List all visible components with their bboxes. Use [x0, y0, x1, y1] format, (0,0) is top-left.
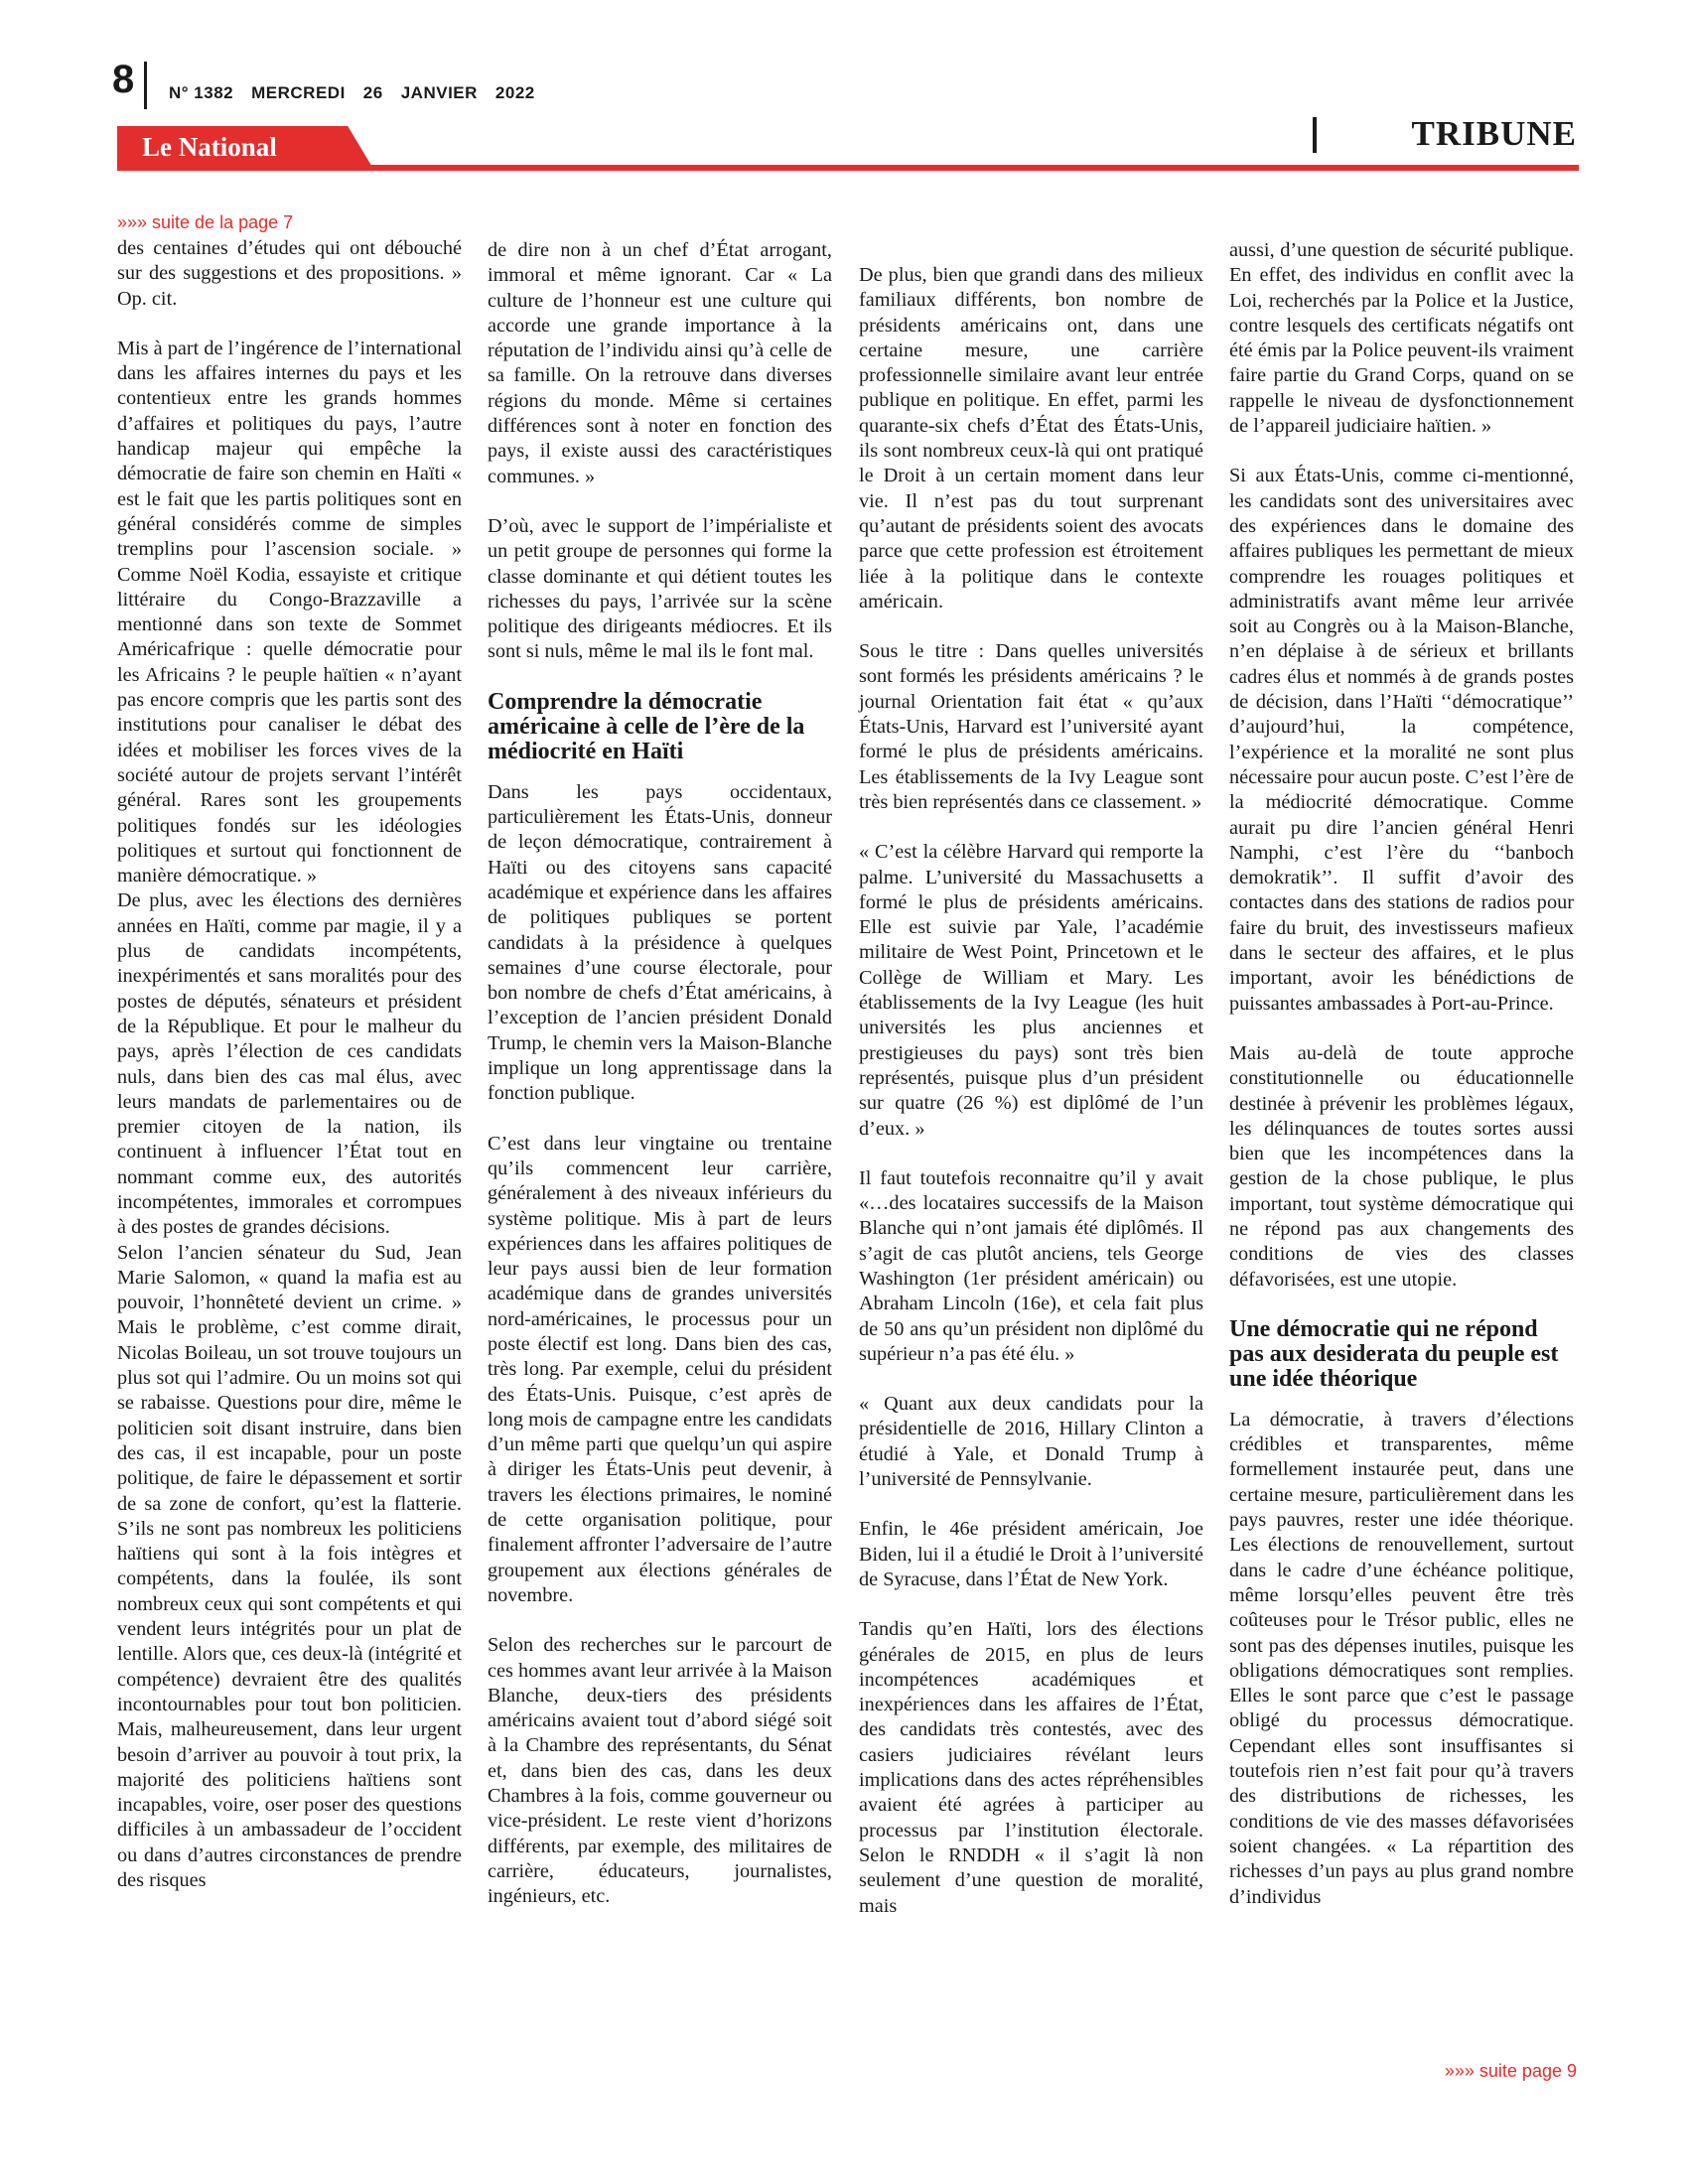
article-column-3	[859, 263, 1203, 1944]
article-paragraph: D’où, avec le support de l’impérialiste et un petit groupe de personnes qui forme la classe dominante et qui détient toutes les richesses du pays, l’arrivée sur la scène politique des dirigeants médiocres. Et ils sont si nuls, même le mal ils le font mal.	[488, 514, 832, 663]
article-paragraph: De plus, avec les élections des dernières années en Haïti, comme par magie, il y a plus de candidats incompétents, inexpérimentés et sans moralités pour des postes de députés, sénateurs et président de la République. Et pour le malheur du pays, après l’élection de ces candidats nuls, dans bien des cas mal élus, avec leurs mandats de parlementaires ou de premier citoyen de la nation, ils continuent à influencer l’État tout en nommant comme eux, des autorités incompétentes, immorales et corrompues à des postes de grandes décisions.	[117, 889, 462, 1239]
article-paragraph: de dire non à un chef d’État arrogant, immoral et même ignorant. Car « La culture de l’honneur est une culture qui accorde une grande importance à la réputation de l’individu ainsi qu’à celle de sa famille. On la retrouve dans diverses régions du monde. Même si certaines différences sont à noter en fonction des pays, il existe aussi des caractéristiques communes. »	[488, 239, 832, 487]
article-paragraph: des centaines d’études qui ont débouché sur des suggestions et des propositions. » Op. cit.	[117, 237, 462, 310]
article-paragraph: Enfin, le 46e président américain, Joe Biden, lui il a étudié le Droit à l’université de Syracuse, dans l’État de New York.	[859, 1518, 1203, 1590]
article-paragraph: Si aux États-Unis, comme ci-mentionné, les candidats sont des universitaires avec des expériences dans le domaine des affaires publiques les permettant de mieux comprendre les rouages politiques et administratifs avant même leur arrivée soit au Congrès ou à la Maison-Blanche, n’en déplaise à de sérieux et brillants cadres élus et nommés à de grands postes de décision, dans l’Haïti ‘‘démocratique’’ d’aujourd’hui, la compétence, l’expérience et la moralité ne sont plus nécessaire pour aucun poste. C’est l’ère de la médiocrité démocratique. Comme aurait pu dire l’ancien général Henri Namphi, c’est l’ère du ‘‘banboch demokratik’’. Il suffit d’avoir des contactes dans des stations de radios pour faire du bruit, des investisseurs mafieux dans le secteur des affaires, et le plus important, avoir les bénédictions de puissantes ambassades à Port-au-Prince.	[1229, 465, 1574, 1015]
section-divider	[1313, 117, 1317, 153]
section-label: TRIBUNE	[1411, 114, 1577, 153]
article-paragraph: Selon l’ancien sénateur du Sud, Jean Marie Salomon, « quand la mafia est au pouvoir, l’honnêteté devient un crime. » Mais le problème, c’est comme dirait, Nicolas Boileau, un sot trouve toujours un plus sot qui l’admire. Ou un moins sot qui se rabaisse. Questions pour dire, même le politicien soit disant instruire, dans bien des cas, il est incapable, pour un poste politique, de faire le dépassement et sortir de sa zone de confort, qu’est la flatterie. S’ils ne sont pas nombreux les politiciens haïtiens qui sont à la fois intègres et compétents, dans la foulée, ils sont nombreux ceux qui sont compétents et qui vendent leurs intégrités pour un plat de lentille. Alors que, ces deux-là (intégrité et compétence) devraient être des qualités incontournables pour tout bon politicien. Mais, malheureusement, dans leur urgent besoin d’arriver au pouvoir à tout prix, la majorité des politiciens haïtiens sont incapables, voire, oser poser des questions difficiles à un ambassadeur de l’occident ou dans d’autres circonstances de prendre des risques	[117, 1241, 462, 1891]
subheading: Comprendre la démocratie américaine à celle de l’ère de la médiocrité en Haïti	[488, 688, 805, 764]
article-paragraph: « C’est la célèbre Harvard qui remporte la palme. L’université du Massachusetts a formé le plus de présidents américains. Elle est suivie par Yale, l’académie militaire de West Point, Princetown et le Collège de William et Mary. Les établissements de la Ivy League (les huit universités les plus anciennes et prestigieuses du pays) sont très bien représentés, puisque plus d’un président sur quatre (26 %) est diplômé de l’un d’eux. »	[859, 841, 1203, 1140]
newspaper-logo: Le National	[142, 132, 277, 162]
page-number-divider	[144, 62, 147, 109]
article-paragraph: Mis à part de l’ingérence de l’international dans les affaires internes du pays et les contentieux entre les grands hommes d’affaires et politiques du pays, l’autre handicap majeur qui empêche la démocratie de faire son chemin en Haïti « est le fait que les partis politiques sont en général considérés comme de simples tremplins pour l’ascension sociale. » Comme Noël Kodia, essayiste et critique littéraire du Congo-Brazzaville a mentionné dans son texte de Sommet Américafrique : quelle démocratie pour les Africains ? le peuple haïtien « n’ayant pas encore compris que les partis sont des institutions pour canaliser le débat des idées et mobiliser les forces vives de la société autour de projets servant l’intérêt général. Rares sont les groupements politiques fondés sur les idéologies politiques et surtout qui fonctionnent de manière démocratique. »	[117, 337, 462, 887]
subheading: Une démocratie qui ne répond pas aux desiderata du peuple est une idée théorique	[1229, 1315, 1559, 1392]
issue-weekday: MERCREDI	[251, 83, 346, 102]
article-paragraph: Tandis qu’en Haïti, lors des élections générales de 2015, en plus de leurs incompétences académiques et inexpériences dans les affaires de l’État, des candidats très contestés, avec des casiers judiciaires révélant leurs implications dans des actes répréhensibles avaient été agrées à participer au processus par l’institution électorale. Selon le RNDDH « il s’agit là non seulement d’une question de moralité, mais	[859, 1618, 1203, 1917]
article-column-2	[488, 238, 832, 1935]
issue-number: N° 1382	[169, 83, 234, 102]
header-rule	[117, 165, 1579, 171]
issue-line	[169, 83, 553, 103]
article-paragraph: Selon des recherches sur le parcourt de ces hommes avant leur arrivée à la Maison Blanche, deux-tiers des présidents américains avaient tout d’abord siégé soit à la Chambre des représentants, du Sénat et, dans bien des cas, dans les deux Chambres à la fois, comme gouverneur ou vice-président. Le reste vient d’horizons différents, par exemple, des militaires de carrière, éducateurs, journalistes, ingénieurs, etc.	[488, 1634, 832, 1908]
article-paragraph: Dans les pays occidentaux, particulièrement les États-Unis, donneur de leçon démocratique, contrairement à Haïti ou des citoyens sans capacité académique et expérience dans les affaires de politiques publiques se portent candidats à la présidence à quelques semaines d’une course électorale, pour bon nombre de chefs d’État américains, à l’exception de l’ancien président Donald Trump, le chemin vers la Maison-Blanche implique un long apprentissage dans la fonction publique.	[488, 780, 832, 1105]
page-number: 8	[112, 58, 135, 101]
article-column-4	[1229, 238, 1574, 1935]
article-paragraph: C’est dans leur vingtaine ou trentaine qu’ils commencent leur carrière, généralement à des niveaux inférieurs du système politique. Mis à part de leurs expériences dans les affaires politiques de leur pays aussi bien de leur formation académique dans de grandes universités nord-américaines, le processus pour un poste électif est long. Dans bien des cas, très long. Par exemple, celui du président des États-Unis. Puisque, c’est après de long mois de campagne entre les candidats d’un même parti que quelqu’un qui aspire à diriger les États-Unis peut devenir, à travers les élections primaires, le nominé de cette organisation politique, pour finalement affronter l’adversaire de l’autre groupement aux élections générales de novembre.	[488, 1132, 832, 1606]
continued-on-note: »»» suite page 9	[1444, 2061, 1577, 2081]
continued-from-note: »»» suite de la page 7	[117, 212, 294, 232]
article-paragraph: Sous le titre : Dans quelles universités sont formés les présidents américains ? le journal Orientation fait état « qu’aux États-Unis, Harvard est l’université ayant formé le plus de présidents américains. Les établissements de la Ivy League sont très bien représentés dans ce classement. »	[859, 640, 1203, 813]
issue-month: JANVIER	[400, 83, 478, 102]
article-paragraph: Mais au-delà de toute approche constitutionnelle ou éducationnelle destinée à prévenir les problèmes légaux, les délinquances de toutes sortes aussi bien que les incompétences dans la gestion de la chose publique, le plus important, tout système démocratique qui ne répond pas aux changements des conditions de vies des classes défavorisées, est une utopie.	[1229, 1041, 1574, 1291]
issue-day: 26	[362, 83, 383, 102]
article-column-1	[117, 236, 462, 1893]
article-paragraph: aussi, d’une question de sécurité publique. En effet, des individus en conflit avec la Loi, recherchés par la Police et la Justice, contre lesquels des certificats négatifs ont été émis par la Police peuvent-ils vraiment faire partie du Grand Corps, quand on se rappelle le niveau de dysfonctionnement de l’appareil judiciaire haïtien. »	[1229, 239, 1574, 438]
article-paragraph: « Quant aux deux candidats pour la présidentielle de 2016, Hillary Clinton a étudié à Yale, et Donald Trump à l’université de Pennsylvanie.	[859, 1393, 1203, 1491]
issue-year: 2022	[494, 83, 535, 102]
article-paragraph: La démocratie, à travers d’élections crédibles et transparentes, même formellement instaurée peut, dans une certaine mesure, particulièrement dans les pays pauvres, rester une idée théorique. Les élections de renouvellement, surtout dans le cadre d’une échéance politique, même lorsqu’elles peuvent être très coûteuses pour le Trésor public, elles ne sont pas des dépenses inutiles, puisque les obligations démocratiques sont remplies. Elles le sont parce que c’est le passage obligé du processus démocratique. Cependant elles sont insuffisantes si toutefois rien n’est fait pour qu’à travers des distributions de richesses, les conditions de vie des masses défavorisées soient changées. « La répartition des richesses d’un pays au plus grand nombre d’individus	[1229, 1408, 1574, 1908]
article-paragraph: Il faut toutefois reconnaitre qu’il y avait «…des locataires successifs de la Maison Blanche qui n’ont jamais été diplômés. Il s’agit de cas plutôt anciens, tels George Washington (1er président américain) ou Abraham Lincoln (16e), et cela fait plus de 50 ans qu’un président non diplômé du supérieur n’a pas été élu. »	[859, 1166, 1203, 1365]
article-paragraph: De plus, bien que grandi dans des milieux familiaux différents, bon nombre de présidents américains ont, dans une certaine mesure, une carrière professionnelle similaire avant leur entrée publique en politique. En effet, parmi les quarante-six chefs d’État des États-Unis, ils sont nombreux ceux-là qui ont pratiqué le Droit à un certain moment dans leur vie. Il n’est pas du tout surprenant qu’autant de présidents soient des avocats parce que cette profession est étroitement liée à la politique dans le contexte américain.	[859, 264, 1203, 613]
